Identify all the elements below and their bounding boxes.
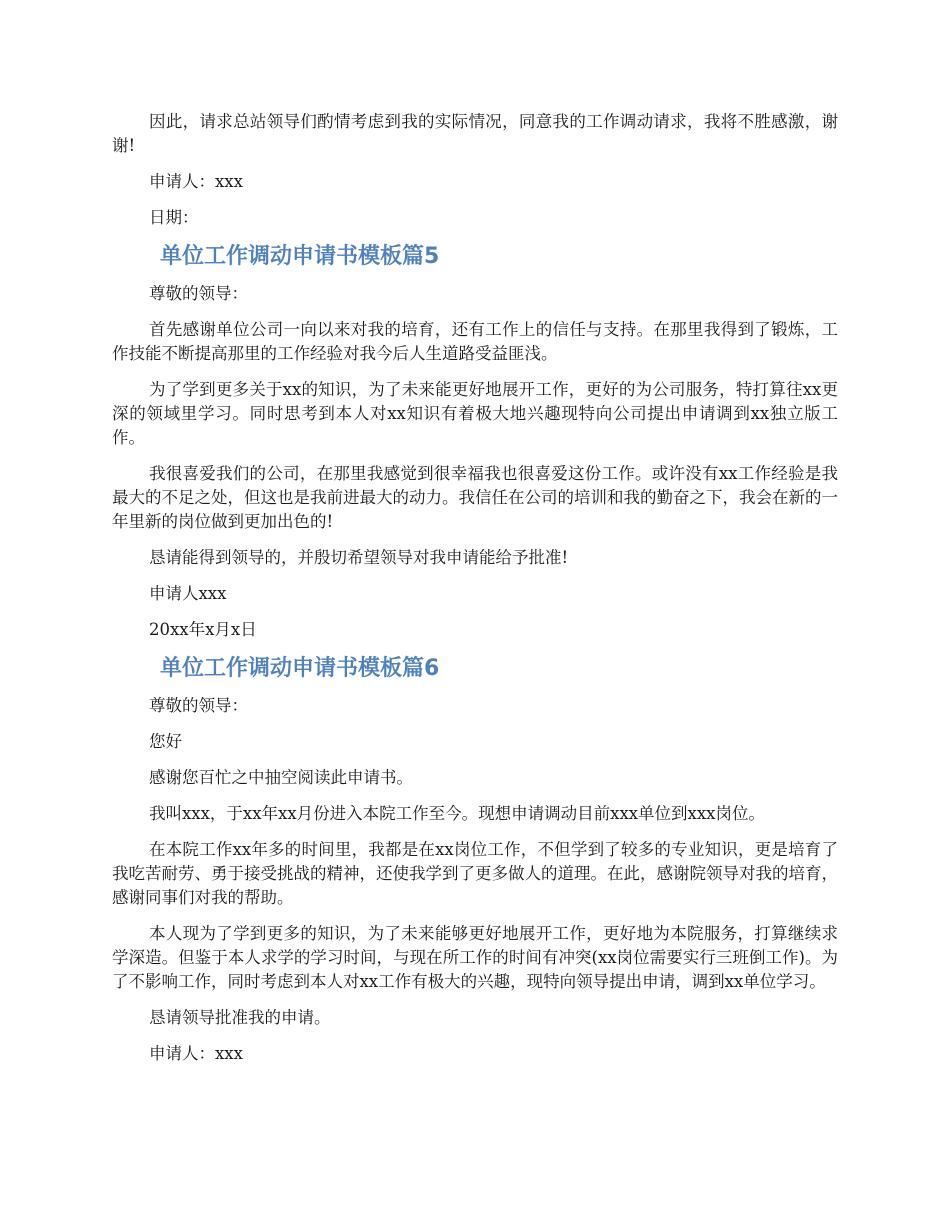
paragraph-experience: 在本院工作xx年多的时间里，我都是在xx岗位工作，不但学到了较多的专业知识，更是培育了我吃苦耐劳、勇于接受挑战的精神，还使我学到了更多做人的道理。在此，感谢院领导对我的培育，感谢同事们对我的帮助。 xyxy=(112,840,838,907)
paragraph-applicant: 申请人：xxx xyxy=(149,1044,243,1063)
paragraph-applicant: 申请人：xxx xyxy=(149,172,243,191)
paragraph-request-closing: 因此，请求总站领导们酌情考虑到我的实际情况，同意我的工作调动请求，我将不胜感激，谢谢! xyxy=(112,112,838,155)
heading-template-5: 单位工作调动申请书模板篇5 xyxy=(160,244,440,269)
paragraph-introduction: 我叫xxx，于xx年xx月份进入本院工作至今。现想申请调动目前xxx单位到xxx岗位。 xyxy=(149,804,765,823)
paragraph-plea: 恳请能得到领导的，并殷切希望领导对我申请能给予批准! xyxy=(149,548,569,567)
paragraph-applicant: 申请人xxx xyxy=(149,584,227,603)
document-page xyxy=(112,110,838,1078)
paragraph-greeting: 您好 xyxy=(149,732,182,751)
paragraph-love-company: 我很喜爱我们的公司，在那里我感觉到很幸福我也很喜爱这份工作。或许没有xx工作经验是我最大的不足之处，但这也是我前进最大的动力。我信任在公司的培训和我的勤奋之下，我会在新的一年里新的岗位做到更加出色的! xyxy=(112,464,838,531)
paragraph-thanks-reading: 感谢您百忙之中抽空阅读此申请书。 xyxy=(149,768,413,787)
paragraph-study-plan: 本人现为了学到更多的知识，为了未来能够更好地展开工作，更好地为本院服务，打算继续求学深造。但鉴于本人求学的学习时间，与现在所工作的时间有冲突(xx岗位需要实行三班倒工作)。为了不影响工作，同时考虑到本人对xx工作有极大的兴趣，现特向领导提出申请，调到xx单位学习。 xyxy=(112,924,838,991)
paragraph-thanks: 首先感谢单位公司一向以来对我的培育，还有工作上的信任与支持。在那里我得到了锻炼，工作技能不断提高那里的工作经验对我今后人生道路受益匪浅。 xyxy=(112,320,838,363)
paragraph-plea: 恳请领导批准我的申请。 xyxy=(149,1008,331,1027)
paragraph-reason: 为了学到更多关于xx的知识，为了未来能更好地展开工作，更好的为公司服务，特打算往xx更深的领域里学习。同时思考到本人对xx知识有着极大地兴趣现特向公司提出申请调到xx独立版工作。 xyxy=(112,380,838,447)
heading-template-6: 单位工作调动申请书模板篇6 xyxy=(160,656,440,681)
paragraph-date: 日期： xyxy=(149,208,199,227)
paragraph-date: 20xx年x月x日 xyxy=(149,620,257,639)
paragraph-salutation: 尊敬的领导： xyxy=(149,696,248,715)
paragraph-salutation: 尊敬的领导： xyxy=(149,284,248,303)
